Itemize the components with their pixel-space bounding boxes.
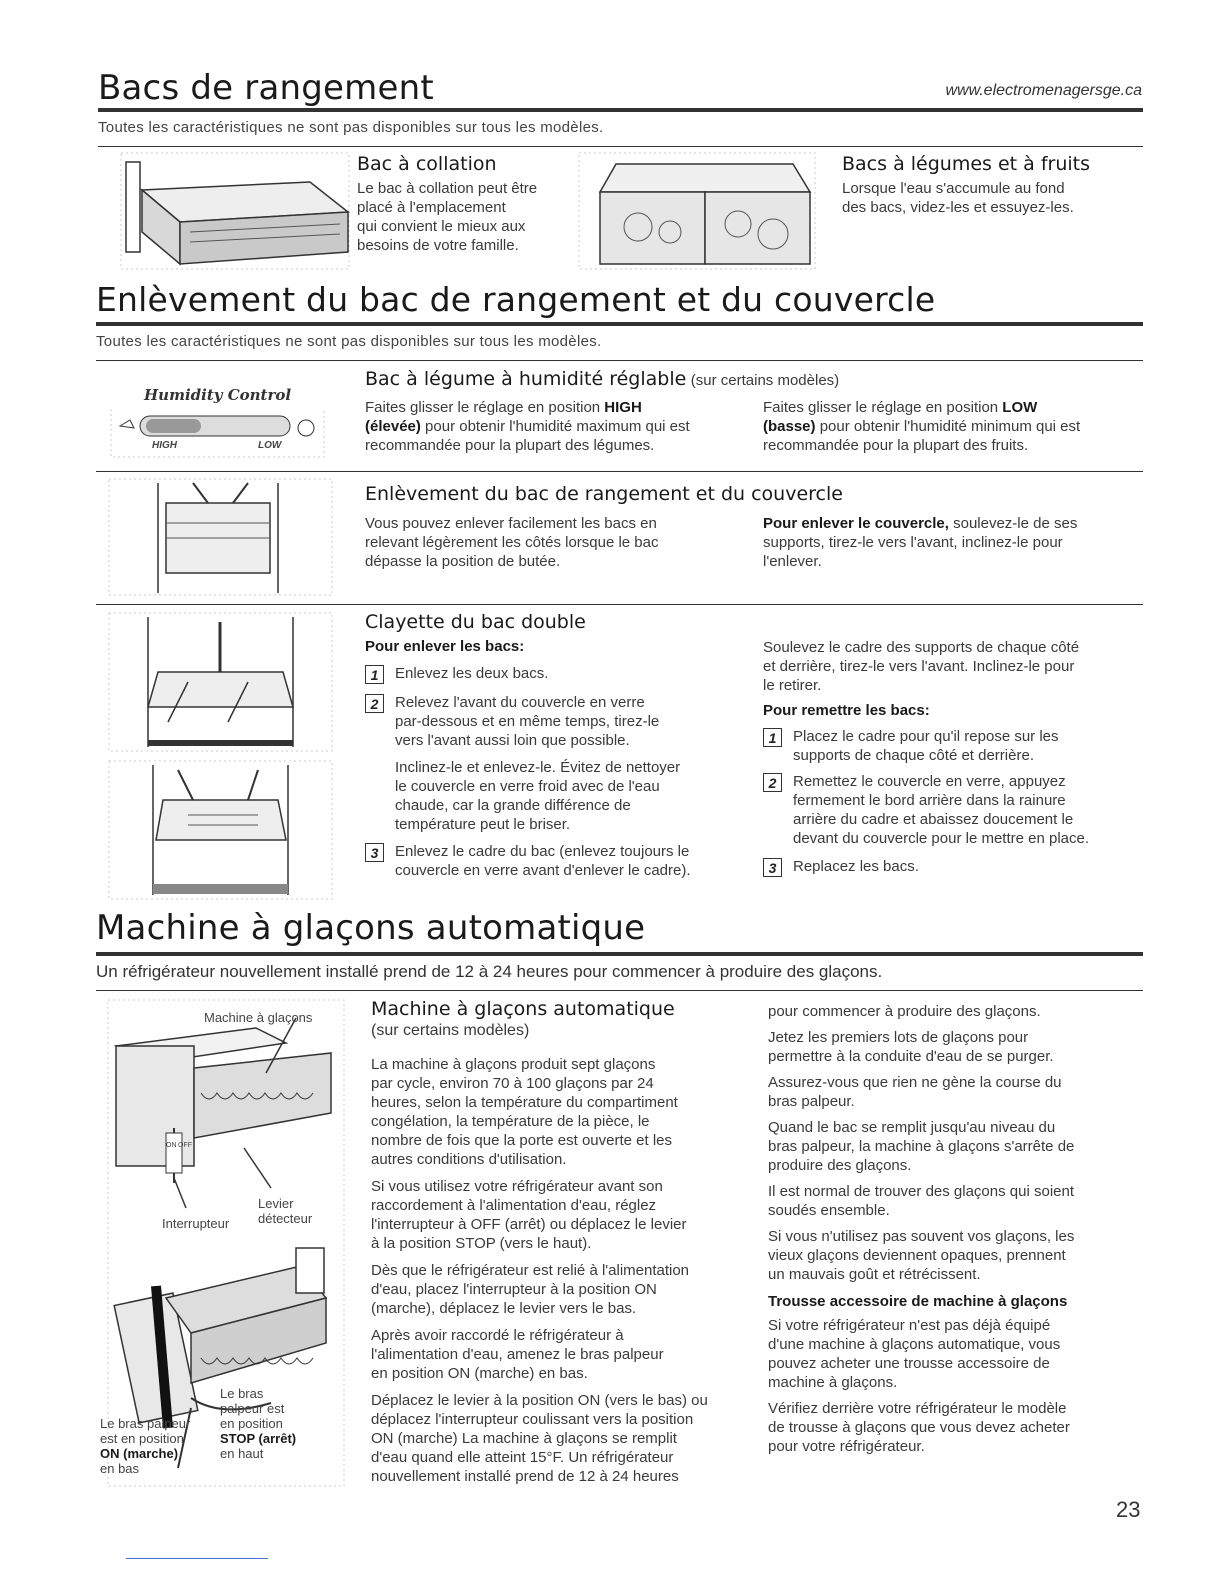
- icemaker-subtitle: Machine à glaçons automatique: [371, 998, 675, 1020]
- section-title-icemaker: Machine à glaçons automatique: [96, 908, 646, 948]
- remove-steps: [365, 664, 755, 880]
- divider: [96, 471, 1143, 472]
- double-drawer-illustration-1: [108, 612, 333, 752]
- humidity-heading: Bac à légume à humidité réglable (sur certains modèles): [365, 368, 840, 390]
- title-rule: [96, 322, 1143, 326]
- crisper-drawers-illustration: [578, 152, 816, 270]
- section-title-removal: Enlèvement du bac de rangement et du couvercle: [96, 280, 936, 319]
- title-rule: [98, 108, 1143, 112]
- remove-step-1: 1 Enlevez les deux bacs.: [365, 664, 755, 683]
- replace-step-3: 3 Replacez les bacs.: [763, 857, 1153, 876]
- divider: [98, 146, 1143, 147]
- remove-drawers-heading: Pour enlever les bacs:: [365, 638, 525, 655]
- crisper-text: Lorsque l'eau s'accumule au fond des bacs, videz-les et essuyez-les.: [842, 180, 1074, 216]
- p2: Si vous utilisez votre réfrigérateur avant son raccordement à l'alimentation d'eau, réglez l'interrupteur à OFF (arrêt) ou déplacez le levier à la position STOP (vers le haut).: [371, 1178, 687, 1252]
- snack-drawer-title: Bac à collation: [357, 153, 497, 175]
- replace-step-2: 2 Remettez le couvercle en verre, appuyez fermement le bord arrière dans la rainure arrière du cadre et abaissez doucement le devant du couvercle pour le mettre en place.: [763, 772, 1153, 848]
- icemaker-right-column: pour commencer à produire des glaçons. Jetez les premiers lots de glaçons pour permettre à la conduite d'eau de se purger. Assurez-vous que rien ne gène la course du bras palpeur. Quand le bac se remplit jusqu'au niveau du bras palpeur, la machine à glaçons s'arrête de produire des glaçons. Il est normal de trouver des glaçons qui soient soudés ensemble. Si vous n'utilisez pas souvent vos glaçons, les vieux glaçons deviennent opaques, prennent un mauvais goût et rétrécissent. Trousse accessoire de machine à glaçons Si votre réfrigérateur n'est pas déjà équipé d'une machine à glaçons automatique, vous pouvez acheter une trousse accessoire de machine à glaçons. Vérifiez derrière votre réfrigérateur le modèle de trousse à glaçons que vous devez acheter pour votre réfrigérateur.: [768, 1002, 1148, 1456]
- divider: [96, 604, 1143, 605]
- humidity-control-illustration: Humidity Control HIGH LOW: [110, 368, 325, 464]
- website-link[interactable]: www.electromenagersge.ca: [945, 82, 1142, 99]
- availability-note: Toutes les caractéristiques ne sont pas disponibles sur tous les modèles.: [98, 119, 604, 136]
- icemaker-intro: Un réfrigérateur nouvellement installé prend de 12 à 24 heures pour commencer à produire des glaçons.: [96, 962, 883, 981]
- removal-title: Enlèvement du bac de rangement et du couvercle: [365, 483, 843, 505]
- drawer-removal-illustration: [108, 478, 333, 596]
- remove-step-3: 3 Enlevez le cadre du bac (enlevez toujours le couvercle en verre avant d'enlever le cadre).: [365, 842, 755, 880]
- double-drawer-title: Clayette du bac double: [365, 611, 586, 633]
- page-title: Bacs de rangement: [98, 68, 434, 108]
- remove-step-2: 2 Relevez l'avant du couvercle en verre par-dessous et en même temps, tirez-le vers l'avant aussi loin que possible.: [365, 693, 755, 750]
- p4: Après avoir raccordé le réfrigérateur à l'alimentation d'eau, amenez le bras palpeur en position ON (marche) en bas.: [371, 1327, 664, 1382]
- title-rule: [96, 952, 1143, 956]
- icemaker-middle-column: [371, 1055, 756, 1486]
- page-number: 23: [1116, 1497, 1141, 1522]
- double-drawer-right-column: Soulevez le cadre des supports de chaque côté et derrière, tirez-le vers l'avant. Inclinez-le pour le retirer. Pour remettre les bacs: 1 Placez le cadre pour qu'il repose sur les supports de chaque côté et derrière. 2 Remettez le couvercle en verre, appuyez fermement le bord arrière dans la rainure arrière du cadre et abaissez doucement le devant du couvercle pour le mettre en place. 3 Replacez les bacs.: [763, 638, 1153, 876]
- icemaker-illustration: Machine à glaçons ON OFF Levier détecteur Interrupteur Le bras palpeur est en position STOP (arrêt) en haut Le bras palpeur est en position ON (marche) en bas: [96, 998, 346, 1488]
- divider: [96, 360, 1143, 361]
- p1: La machine à glaçons produit sept glaçons par cycle, environ 70 à 100 glaçons par 24 heures, selon la température du compartiment congélation, la température de la pièce, le nombre de fois que la porte est ouverte et les autres conditions d'utilisation.: [371, 1056, 678, 1168]
- kit-heading: Trousse accessoire de machine à glaçons: [768, 1293, 1068, 1310]
- replace-step-1: 1 Placez le cadre pour qu'il repose sur les supports de chaque côté et derrière.: [763, 727, 1153, 765]
- incline-warning: Inclinez-le et enlevez-le. Évitez de nettoyer le couvercle en verre froid avec de l'eau chaude, car la grande différence de température peut le briser.: [395, 759, 681, 833]
- snack-drawer-text: Le bac à collation peut être placé à l'emplacement qui convient le mieux aux besoins de votre famille.: [357, 180, 538, 254]
- crisper-title: Bacs à légumes et à fruits: [842, 153, 1090, 175]
- humidity-high-text: Faites glisser le réglage en position HIGH (élevée) pour obtenir l'humidité maximum qui est recommandée pour la plupart des légumes.: [365, 399, 690, 454]
- snack-drawer-illustration: [120, 152, 350, 270]
- availability-note-2: Toutes les caractéristiques ne sont pas disponibles sur tous les modèles.: [96, 333, 602, 350]
- replace-drawers-heading: Pour remettre les bacs:: [763, 702, 930, 719]
- p3: Dès que le réfrigérateur est relié à l'alimentation d'eau, placez l'interrupteur à la position ON (marche), déplacez le levier vers le bas.: [371, 1262, 690, 1317]
- footer-line: [126, 1558, 268, 1559]
- p5: Déplacez le levier à la position ON (vers le bas) ou déplacez l'interrupteur coulissant vers la position ON (marche) La machine à glaçons se remplit d'eau quand elle atteint 15°F. Un réfrigérateur nouvellement installé prend de 12 à 24 heures: [371, 1392, 708, 1485]
- double-drawer-illustration-2: [108, 760, 333, 900]
- removal-left-text: Vous pouvez enlever facilement les bacs en relevant légèrement les côtés lorsque le bac dépasse la position de butée.: [365, 515, 659, 570]
- removal-cover-text: Pour enlever le couvercle, soulevez-le de ses supports, tirez-le vers l'avant, inclinez-le pour l'enlever.: [763, 515, 1078, 570]
- humidity-low-text: Faites glisser le réglage en position LOW (basse) pour obtenir l'humidité minimum qui est recommandée pour la plupart des fruits.: [763, 399, 1081, 454]
- divider: [96, 990, 1143, 991]
- icemaker-subnote: (sur certains modèles): [371, 1022, 530, 1039]
